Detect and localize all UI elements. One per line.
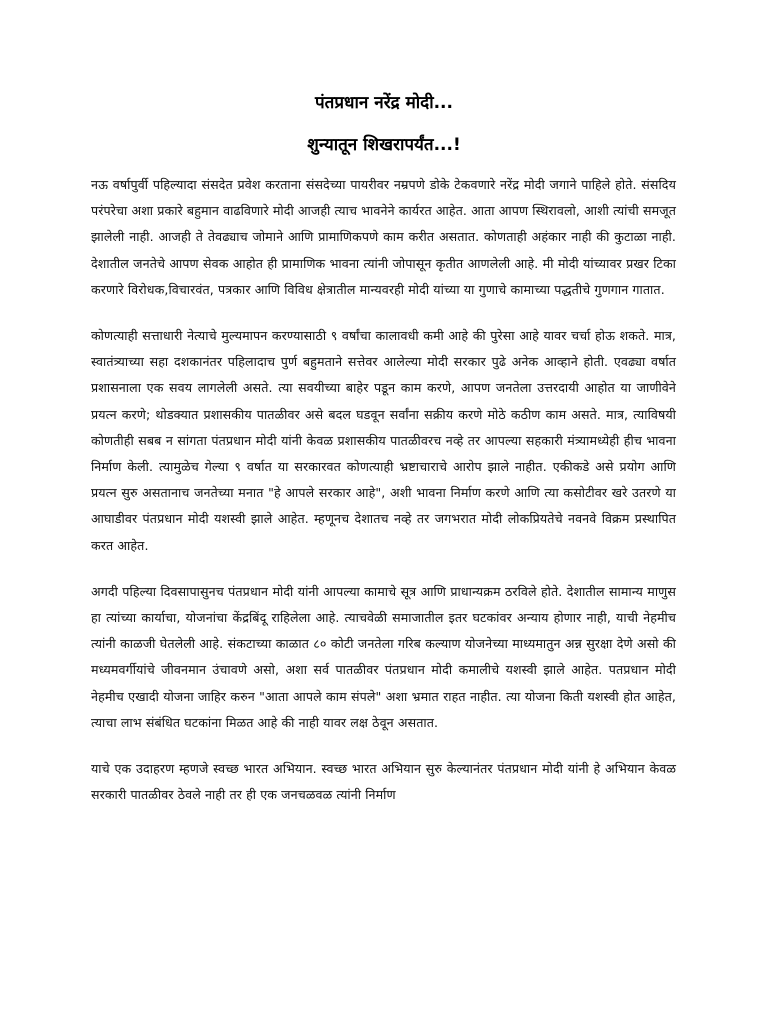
paragraph-3: अगदी पहिल्या दिवसापासुनच पंतप्रधान मोदी यांनी आपल्या कामाचे सूत्र आणि प्राधान्यक्रम ठरविले होते. देशातील सामान्य माणुस हा त्यांच्या कार्याचा, योजनांचा केंद्रबिंदू राहिलेला आहे. त्याचवेळी समाजातील इतर घटकांवर अन्याय होणार नाही, याची नेहमीच त्यांनी काळजी घेतलेली आहे. संकटाच्या काळात ८० कोटी जनतेला गरिब कल्याण योजनेच्या माध्यमातुन अन्न सुरक्षा देणे असो की मध्यमवर्गीयांचे जीवनमान उंचावणे असो, अशा सर्व पातळीवर पंतप्रधान मोदी कमालीचे यशस्वी झाले आहेत. पतप्रधान मोदी नेहमीच एखादी योजना जाहिर करुन "आता आपले काम संपले" अशा भ्रमात राहत नाहीत. त्या योजना किती यशस्वी होत आहेत, त्याचा लाभ संबंधित घटकांना मिळत आहे की नाही यावर लक्ष ठेवून असतात. xyxy=(91,583,676,730)
paragraph-1: नऊ वर्षापुर्वी पहिल्यादा संसदेत प्रवेश करताना संसदेच्या पायरीवर नम्रपणे डोके टेकवणारे नरेंद्र मोदी जगाने पाहिले होते. संसदिय परंपरेचा अशा प्रकारे बहुमान वाढविणारे मोदी आजही त्याच भावनेने कार्यरत आहेत. आता आपण स्थिरावलो, आशी त्यांची समजूत झालेली नाही. आजही ते तेवढ्याच जोमाने आणि प्रामाणिकपणे काम करीत असतात. कोणताही अहंकार नाही की कुटाळा नाही. देशातील जनतेचे आपण सेवक आहोत ही प्रामाणिक भावना त्यांनी जोपासून कृतीत आणलेली आहे. मी मोदी यांच्यावर प्रखर टिका करणारे विरोधक,विचारवंत, पत्रकार आणि विविध क्षेत्रातील मान्यवरही मोदी यांच्या या गुणाचे कामाच्या पद्धतीचे गुणगान गातात. xyxy=(91,177,676,297)
paragraph-4: याचे एक उदाहरण म्हणजे स्वच्छ भारत अभियान. स्वच्छ भारत अभियान सुरु केल्यानंतर पंतप्रधान मोदी यांनी हे अभियान केवळ सरकारी पातळीवर ठेवले नाही तर ही एक जनचळवळ त्यांनी निर्माण xyxy=(91,761,676,803)
document-subtitle: शुन्यातून शिखरापर्यंत...! xyxy=(307,135,461,155)
article-body xyxy=(91,172,676,808)
paragraph-2: कोणत्याही सत्ताधारी नेत्याचे मुल्यमापन करण्यासाठी ९ वर्षांचा कालावधी कमी आहे की पुरेसा आहे यावर चर्चा होऊ शकते. मात्र, स्वातंत्र्याच्या सहा दशकानंतर पहिलादाच पुर्ण बहुमताने सत्तेवर आलेल्या मोदी सरकार पुढे अनेक आव्हाने होती. एवढ्या वर्षात प्रशासनाला एक सवय लागलेली असते. त्या सवयीच्या बाहेर पडून काम करणे, आपण जनतेला उत्तरदायी आहोत या जाणीवेने प्रयत्न करणे; थोडक्यात प्रशासकीय पातळीवर असे बदल घडवून सर्वांना सक्रीय करणे मोठे कठीण काम असते. मात्र, त्याविषयी कोणतीही सबब न सांगता पंतप्रधान मोदी यांनी केवळ प्रशासकीय पातळीवरच नव्हे तर आपल्या सहकारी मंत्र्यामध्येही हीच भावना निर्माण केली. त्यामुळेच गेल्या ९ वर्षात या सरकारवत कोणत्याही भ्रष्टाचाराचे आरोप झाले नाहीत. एकीकडे असे प्रयोग आणि प्रयत्न सुरु असतानाच जनतेच्या मनात "हे आपले सरकार आहे", अशी भावना निर्माण करणे आणि त्या कसोटीवर खरे उतरणे या आघाडीवर पंतप्रधान मोदी यशस्वी झाले आहेत. म्हणूनच देशातच नव्हे तर जगभरात मोदी लोकप्रियतेचे नवनवे विक्रम प्रस्थापित करत आहेत. xyxy=(91,328,676,553)
document-title: पंतप्रधान नरेंद्र मोदी... xyxy=(315,93,453,113)
